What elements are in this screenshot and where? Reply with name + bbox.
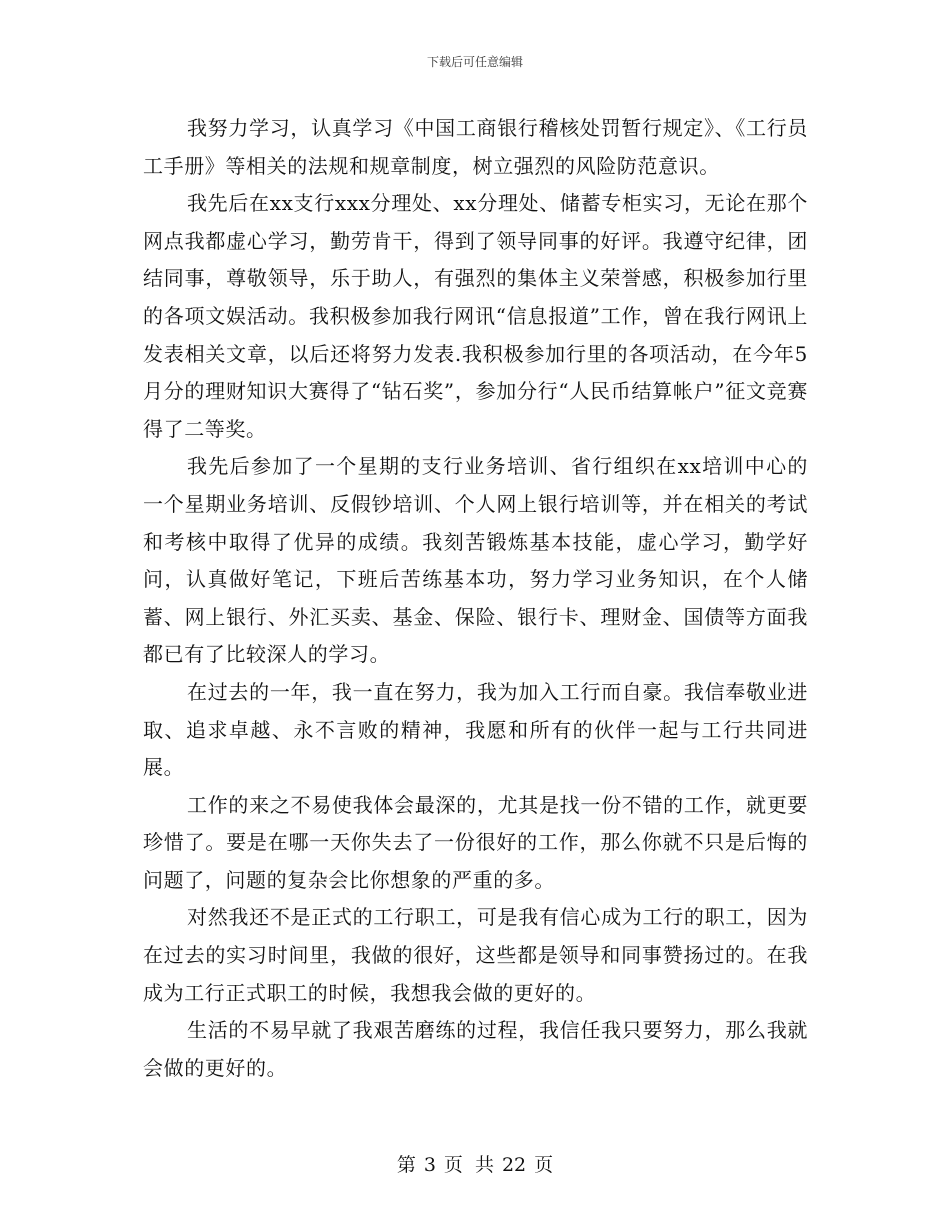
page-number-footer [0, 1153, 950, 1177]
paragraph-effort: 生活的不易早就了我艰苦磨练的过程，我信任我只要努力，那么我就会做的更好的。 [143, 1018, 808, 1080]
paragraph-internship: 我先后在xx支行xxx分理处、xx分理处、储蓄专柜实习，无论在那个网点我都虚心学习，勤劳肯干，得到了领导同事的好评。我遵守纪律，团结同事，尊敬领导，乐于助人，有强烈的集体主义荣誉感，积极参加行里的各项文娱活动。我积极参加我行网讯“信息报道”工作，曾在我行网讯上发表相关文章，以后还将努力发表.我积极参加行里的各项活动，在今年5月分的理财知识大赛得了“钻石奖”，参加分行“人民币结算帐户”征文竞赛得了二等奖。 [143, 191, 808, 441]
footer-suffix: 页 [534, 1154, 554, 1176]
document-body [143, 110, 808, 1087]
total-page-count: 22 [501, 1154, 527, 1176]
footer-prefix: 第 [396, 1154, 416, 1176]
paragraph-study-regulations: 我努力学习，认真学习《中国工商银行稽核处罚暂行规定》、《工行员工手册》等相关的法规和规章制度，树立强烈的风险防范意识。 [143, 116, 808, 178]
page-header-note: 下载后可任意编辑 [426, 55, 523, 69]
paragraph-confidence: 对然我还不是正式的工行职工，可是我有信心成为工行的职工，因为在过去的实习时间里，我做的很好，这些都是领导和同事赞扬过的。在我成为工行正式职工的时候，我想我会做的更好的。 [143, 905, 808, 1005]
current-page-number: 3 [423, 1154, 436, 1176]
paragraph-training: 我先后参加了一个星期的支行业务培训、省行组织在xx培训中心的一个星期业务培训、反假钞培训、个人网上银行培训等，并在相关的考试和考核中取得了优异的成绩。我刻苦锻炼基本技能，虚心学习，勤学好问，认真做好笔记，下班后苦练基本功，努力学习业务知识，在个人储蓄、网上银行、外汇买卖、基金、保险、银行卡、理财金、国债等方面我都已有了比较深人的学习。 [143, 454, 808, 667]
footer-middle: 页 共 [443, 1154, 494, 1176]
paragraph-cherish-job: 工作的来之不易使我体会最深的，尤其是找一份不错的工作，就更要珍惜了。要是在哪一天你失去了一份很好的工作，那么你就不只是后悔的问题了，问题的复杂会比你想象的严重的多。 [143, 792, 808, 892]
paragraph-past-year: 在过去的一年，我一直在努力，我为加入工行而自豪。我信奉敬业进取、追求卓越、永不言败的精神，我愿和所有的伙伴一起与工行共同进展。 [143, 679, 808, 780]
